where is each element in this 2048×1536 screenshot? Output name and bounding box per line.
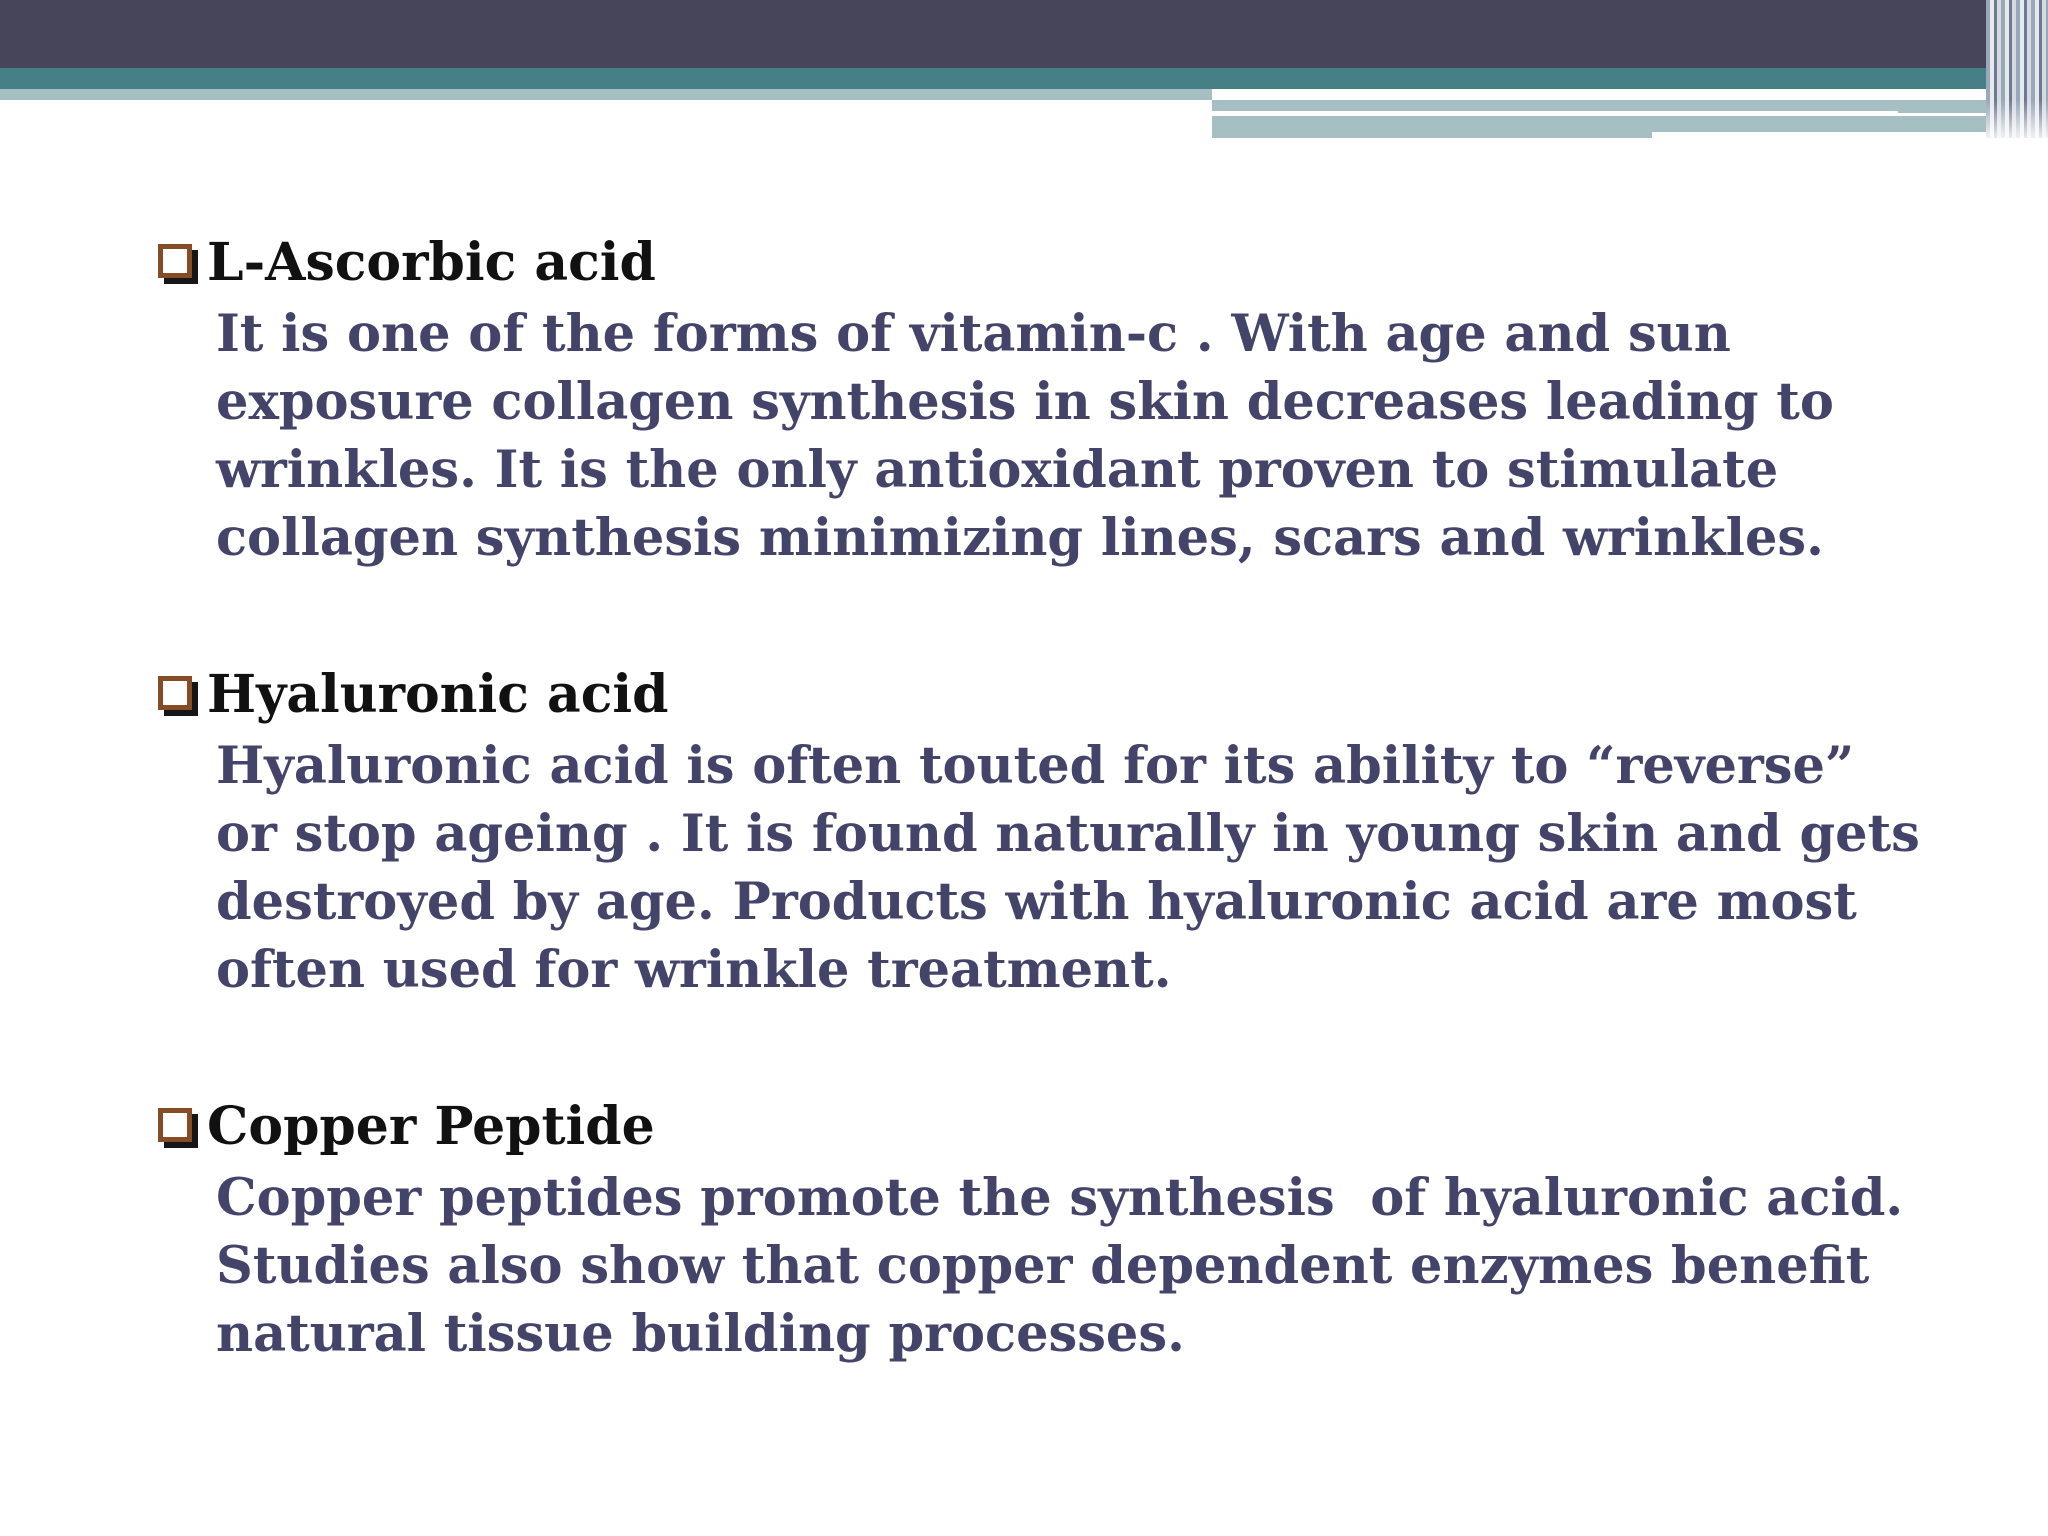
slide-content [158, 230, 1958, 1458]
bullet-item-ascorbic [158, 230, 1958, 572]
bullet-heading-row [158, 662, 1958, 728]
bullet-body [216, 1164, 1958, 1368]
body-line: often used for wrinkle treatment. [216, 940, 1172, 1000]
bullet-heading: Copper Peptide [207, 1096, 655, 1157]
body-line: or stop ageing . It is found naturally in young skin and gets [216, 804, 1920, 864]
checkbox-square-icon [158, 676, 192, 710]
header-band-teal [0, 68, 2048, 89]
bullet-heading: Hyaluronic acid [207, 664, 669, 725]
checkbox-square-icon [158, 1108, 192, 1142]
header-band-light-lower-right [1652, 116, 1998, 132]
bullet-heading-row [158, 1094, 1958, 1160]
bullet-body [216, 732, 1958, 1004]
body-line: Copper peptides promote the synthesis of hyaluronic acid. [216, 1168, 1904, 1228]
body-line: wrinkles. It is the only antioxidant proven to stimulate [216, 440, 1779, 500]
header-stripes-fade [1986, 100, 2048, 138]
bullet-item-copper [158, 1094, 1958, 1368]
body-line: collagen synthesis minimizing lines, scars and wrinkles. [216, 508, 1824, 568]
body-line: Studies also show that copper dependent enzymes benefit [216, 1236, 1870, 1296]
header-band-light-left [0, 89, 1212, 100]
bullet-body [216, 300, 1958, 572]
bullet-item-hyaluronic [158, 662, 1958, 1004]
body-line: It is one of the forms of vitamin-c . With age and sun [216, 304, 1731, 364]
body-line: Hyaluronic acid is often touted for its ability to “reverse” [216, 736, 1855, 796]
header-band-dark [0, 0, 2048, 68]
checkbox-square-icon [158, 244, 192, 278]
bullet-heading-row [158, 230, 1958, 296]
body-line: natural tissue building processes. [216, 1304, 1185, 1364]
bullet-heading: L-Ascorbic acid [207, 232, 656, 293]
body-line: exposure collagen synthesis in skin decreases leading to [216, 372, 1834, 432]
header-band-light-lower [1212, 116, 1652, 138]
body-line: destroyed by age. Products with hyaluronic acid are most [216, 872, 1857, 932]
